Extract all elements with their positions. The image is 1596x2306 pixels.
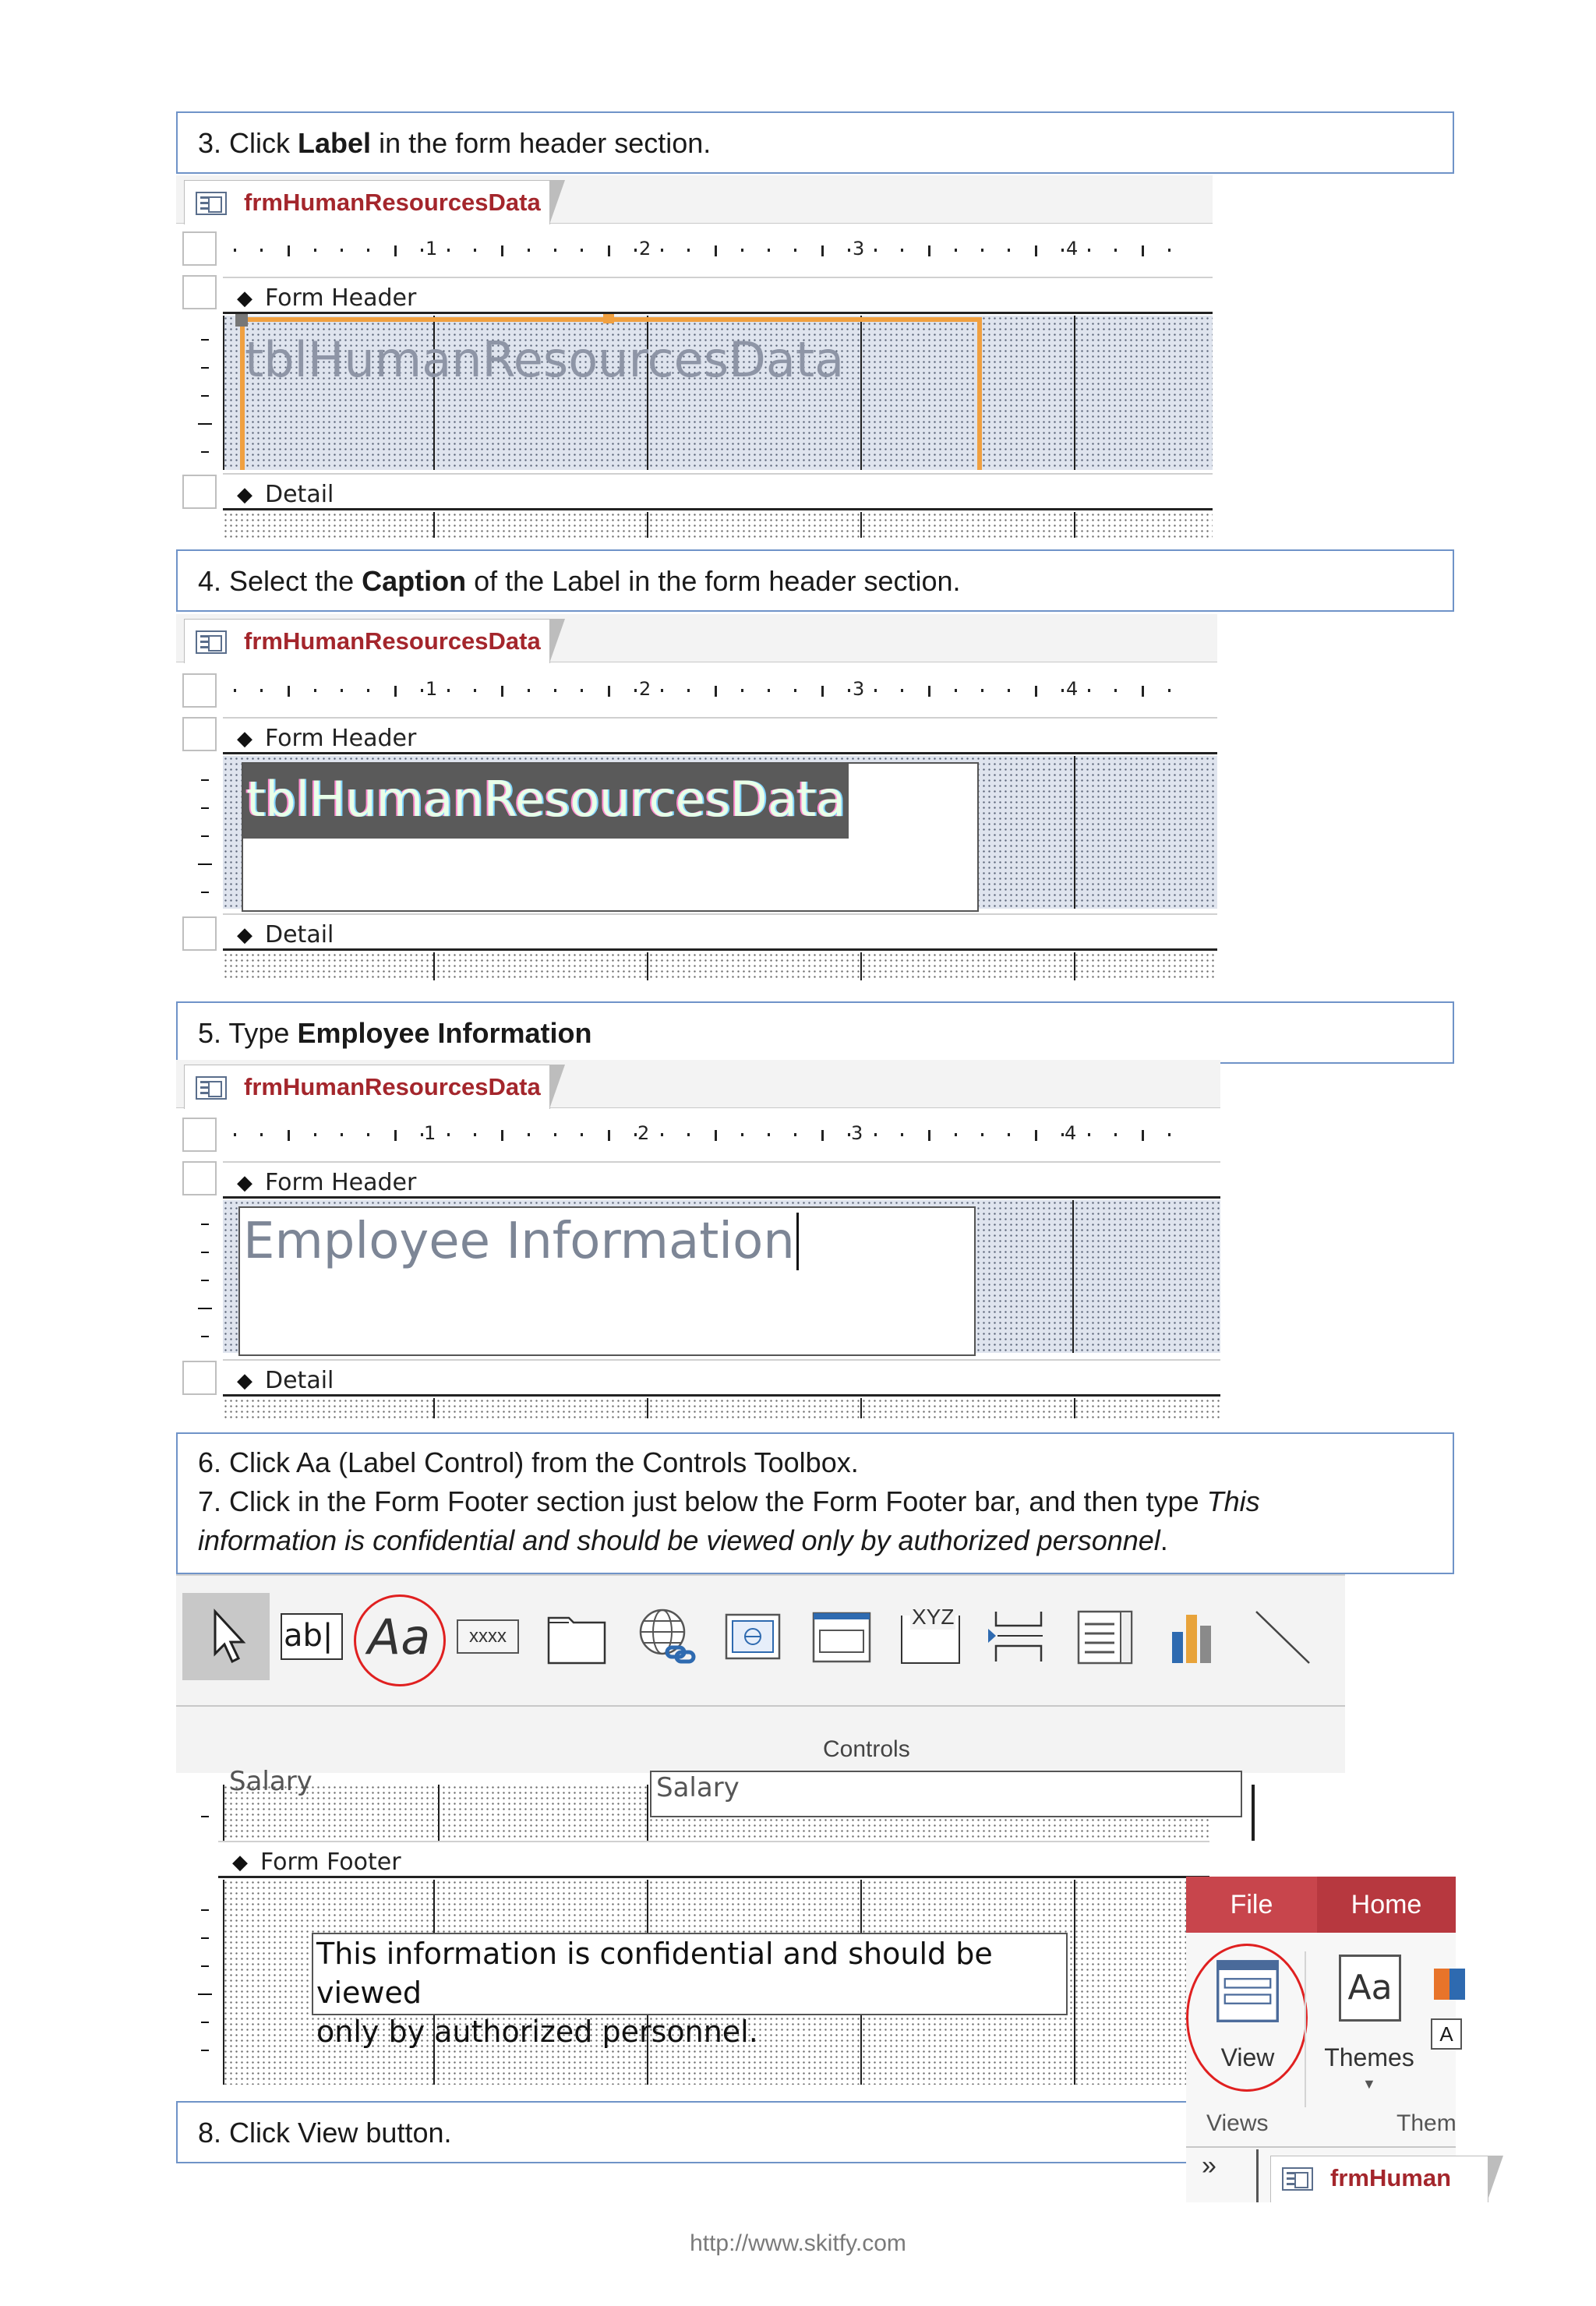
detail-bar[interactable]: [223, 1359, 1220, 1397]
form-icon: [196, 192, 227, 215]
ruler-tick: [474, 689, 476, 692]
controls-toolbox: [176, 1574, 1345, 1773]
colors-icon[interactable]: [1434, 1969, 1465, 2000]
ruler-tick: [794, 1133, 796, 1136]
file-tab[interactable]: File: [1186, 1877, 1317, 1933]
detail-selector[interactable]: [182, 1361, 217, 1395]
ruler-tick: [874, 249, 877, 252]
step-3-rest: in the form header section.: [371, 127, 711, 159]
document-tabstrip: [176, 1060, 1220, 1108]
detail-label: Detail: [265, 481, 334, 508]
designer-panel-1: [176, 175, 1213, 538]
step-5-box: [176, 1001, 1454, 1064]
form-footer-label: Form Footer: [260, 1849, 401, 1876]
ribbon-tabs: [1186, 1877, 1456, 1933]
ruler-tick: [848, 689, 850, 692]
ruler-tick: [260, 689, 263, 692]
ruler-tick: [554, 689, 556, 692]
ruler-tick: [581, 689, 583, 692]
ruler-tick: [1088, 689, 1090, 692]
footer-url[interactable]: http://www.skitfy.com: [690, 2230, 906, 2256]
designer-panel-4: [176, 1766, 1209, 2085]
controls-group-label: Controls: [823, 1736, 910, 1762]
ruler-tick: [981, 1133, 983, 1136]
designer-panel-2: [176, 614, 1217, 980]
themes-button[interactable]: [1311, 1951, 1428, 2107]
ruler-num-1: 1: [424, 1122, 436, 1144]
step-7-text: 7. Click in the Form Footer section just below the Form Footer bar, and then type: [198, 1485, 1207, 1517]
views-group-label: Views: [1206, 2110, 1269, 2136]
ruler-tick: [288, 245, 290, 256]
step-6-text: 6. Click Aa (Label Control) from the Controls Toolbox.: [198, 1446, 859, 1478]
form-tab-title: frmHumanResourcesData: [244, 1073, 541, 1100]
ruler-num-2: 2: [637, 1122, 650, 1144]
ruler-tick: [634, 689, 637, 692]
form-tab-partial[interactable]: [1270, 2156, 1488, 2202]
form-tab[interactable]: [184, 619, 550, 663]
themes-group-label: Them: [1396, 2110, 1457, 2136]
ruler-tick: [421, 1133, 423, 1136]
highlight-circle: [354, 1594, 446, 1686]
ruler-num-4: 4: [1066, 238, 1079, 260]
form-tab[interactable]: [184, 1065, 550, 1109]
selection-handle-topleft[interactable]: [235, 314, 248, 327]
ruler-tick: [341, 1133, 343, 1136]
ruler-tick: [634, 249, 637, 252]
vertical-ruler: [195, 756, 223, 943]
ruler-num-3: 3: [851, 1122, 863, 1144]
ruler-tick: [1114, 249, 1117, 252]
section-marker-icon: ◆: [237, 1368, 252, 1392]
document-tabstrip: [176, 614, 1217, 662]
ruler-tick: [901, 249, 903, 252]
horizontal-ruler: [223, 235, 1213, 266]
ruler-tick: [234, 689, 236, 692]
ruler-tick: [581, 1133, 583, 1136]
step-4-text: 4. Select the: [198, 565, 362, 597]
ruler-tick: [768, 689, 770, 692]
form-icon: [196, 1076, 227, 1100]
ruler-tick: [821, 1130, 824, 1141]
section-marker-icon: ◆: [232, 1850, 248, 1873]
detail-grid[interactable]: [223, 512, 1213, 538]
step-5-text: 5. Type: [198, 1017, 298, 1049]
form-header-label: Form Header: [265, 284, 417, 312]
ruler-tick: [661, 689, 663, 692]
ruler-tick: [288, 686, 290, 697]
ruler-tick: [554, 249, 556, 252]
ruler-tick: [1061, 249, 1064, 252]
ruler-tick: [687, 1133, 690, 1136]
horizontal-ruler: [223, 675, 1217, 706]
ruler-tick: [1035, 1130, 1037, 1141]
ruler-tick: [874, 1133, 877, 1136]
ruler-num-2: 2: [639, 678, 651, 700]
ruler-tick: [234, 1133, 236, 1136]
header-label-control[interactable]: tblHumanResourcesData: [245, 331, 845, 388]
ruler-num-3: 3: [853, 238, 865, 260]
ruler-tick: [955, 249, 957, 252]
detail-label: Detail: [265, 921, 334, 948]
ruler-tick: [981, 689, 983, 692]
ruler-tick: [474, 1133, 476, 1136]
detail-selector[interactable]: [182, 475, 217, 509]
ruler-tick: [1008, 689, 1010, 692]
ruler-tick: [821, 245, 824, 256]
detail-grid-end: [223, 1766, 1209, 1841]
step-7-italic-rest: information is confidential and should be viewed only by authorized personnel: [198, 1524, 1160, 1556]
nav-pane-toggle[interactable]: »: [1202, 2151, 1216, 2181]
ruler-tick: [608, 686, 610, 697]
form-tab-title: frmHumanResourcesData: [244, 189, 541, 216]
footer-label-line1: This information is confidential and should be viewed: [316, 1937, 993, 2010]
header-selector[interactable]: [182, 275, 217, 309]
step-8-box: [176, 2101, 1205, 2163]
form-footer-bar[interactable]: [218, 1841, 1209, 1878]
detail-grid[interactable]: [223, 1398, 1220, 1418]
ruler-tick: [341, 249, 343, 252]
step-4-rest: of the Label in the form header section.: [466, 565, 961, 597]
button-glyph: xxxx: [457, 1619, 519, 1654]
ruler-num-3: 3: [853, 678, 865, 700]
step-5-bold: Employee Information: [297, 1017, 592, 1049]
footer-label-line2: only by authorized personnel.: [316, 2015, 758, 2049]
form-tab-title-partial: frmHuman: [1330, 2164, 1452, 2191]
highlight-circle: [1186, 1944, 1308, 2092]
ruler-tick: [314, 249, 316, 252]
ruler-num-2: 2: [639, 238, 651, 260]
detail-bar[interactable]: [223, 913, 1217, 951]
ruler-tick: [901, 689, 903, 692]
ruler-ticks: [223, 245, 1213, 256]
ruler-tick: [741, 1133, 743, 1136]
step-8-text: 8. Click View button.: [198, 2117, 452, 2149]
ruler-tick: [1168, 689, 1171, 692]
step-3-text: 3. Click: [198, 127, 298, 159]
ruler-tick: [1088, 249, 1090, 252]
ruler-tick: [1142, 1130, 1144, 1141]
selection-handle-top[interactable]: [603, 314, 614, 323]
vertical-ruler: [195, 1785, 223, 2081]
chart-icon[interactable]: [1155, 1593, 1233, 1680]
ruler-tick: [1035, 245, 1037, 256]
ruler-tick: [367, 249, 369, 252]
home-tab[interactable]: Home: [1351, 1890, 1422, 1919]
ruler-tick: [260, 249, 263, 252]
detail-selector[interactable]: [182, 916, 217, 951]
ruler-tick: [928, 686, 930, 697]
option-group-xyz-icon[interactable]: [892, 1593, 969, 1680]
detail-bar[interactable]: [223, 473, 1213, 510]
ruler-tick: [928, 245, 930, 256]
ruler-tick: [955, 689, 957, 692]
ruler-tick: [901, 1133, 903, 1136]
ruler-tick: [581, 249, 583, 252]
option-group-glyph: XYZ: [912, 1605, 955, 1629]
ruler-tick: [394, 1130, 397, 1141]
ruler-tick: [687, 689, 690, 692]
ruler-tick: [1114, 1133, 1117, 1136]
ruler-tick: [447, 249, 450, 252]
form-header-label: Form Header: [265, 1169, 417, 1196]
ruler-tick: [528, 1133, 530, 1136]
ruler-tick: [421, 249, 423, 252]
fonts-icon[interactable]: A: [1431, 2018, 1462, 2050]
ruler-tick: [260, 1133, 263, 1136]
ruler-tick: [1114, 689, 1117, 692]
ruler-tick: [394, 245, 397, 256]
ruler-tick: [848, 1133, 850, 1136]
ruler-tick: [1142, 245, 1144, 256]
ruler-tick: [955, 1133, 957, 1136]
detail-grid[interactable]: [223, 952, 1217, 980]
ruler-tick: [501, 1130, 503, 1141]
ruler-tick: [447, 689, 450, 692]
select-pointer-icon[interactable]: [182, 1593, 270, 1680]
ruler-tick: [367, 1133, 369, 1136]
ruler-tick: [447, 1133, 450, 1136]
ruler-tick: [661, 1133, 663, 1136]
step-3-bold: Label: [298, 127, 372, 159]
ruler-tick: [1088, 1133, 1090, 1136]
ruler-tick: [1008, 249, 1010, 252]
section-marker-icon: ◆: [237, 923, 252, 946]
ruler-tick: [501, 245, 503, 256]
form-selector[interactable]: [182, 1118, 217, 1152]
ruler-tick: [394, 686, 397, 697]
ruler-tick: [821, 686, 824, 697]
ruler-num-1: 1: [425, 238, 438, 260]
section-marker-icon: ◆: [237, 286, 252, 309]
ruler-tick: [608, 245, 610, 256]
ribbon-fragment: [1186, 1877, 1456, 2202]
ruler-tick: [794, 689, 796, 692]
section-marker-icon: ◆: [237, 726, 252, 750]
header-selector[interactable]: [182, 717, 217, 751]
ruler-tick: [981, 249, 983, 252]
themes-icon: Aa: [1339, 1955, 1401, 2022]
step-6-7-box: [176, 1432, 1454, 1574]
page-break-icon[interactable]: [979, 1593, 1057, 1680]
ruler-tick: [741, 249, 743, 252]
header-selector[interactable]: [182, 1161, 217, 1195]
ruler-tick: [1035, 686, 1037, 697]
ruler-tick: [928, 1130, 930, 1141]
section-marker-icon: ◆: [237, 482, 252, 506]
ruler-tick: [314, 1133, 316, 1136]
form-tab[interactable]: [184, 180, 550, 224]
label-aa-glyph: Aa: [367, 1608, 431, 1665]
detail-label: Detail: [265, 1367, 334, 1394]
ruler-tick: [794, 249, 796, 252]
step-4-bold: Caption: [362, 565, 467, 597]
ruler-tick: [288, 1130, 290, 1141]
ruler-tick: [1168, 249, 1171, 252]
ruler-tick: [874, 689, 877, 692]
ruler-tick: [234, 249, 236, 252]
ruler-tick: [528, 689, 530, 692]
ruler-tick: [1061, 689, 1064, 692]
ruler-tick: [768, 249, 770, 252]
form-icon: [1282, 2167, 1313, 2191]
ruler-tick: [661, 249, 663, 252]
ruler-tick: [687, 249, 690, 252]
document-tabstrip: [176, 175, 1213, 224]
section-marker-icon: ◆: [237, 1171, 252, 1194]
ruler-tick: [1142, 686, 1144, 697]
selected-caption[interactable]: tblHumanResourcesData: [243, 764, 849, 839]
ruler-tick: [314, 689, 316, 692]
horizontal-ruler: [223, 1119, 1220, 1150]
step-3-box: [176, 111, 1454, 174]
ruler-tick: [421, 689, 423, 692]
salary-field-fragment: Salary: [650, 1771, 1242, 1817]
ruler-tick: [715, 245, 717, 256]
form-header-label: Form Header: [265, 725, 417, 752]
ruler-tick: [528, 249, 530, 252]
form-selector[interactable]: [182, 231, 217, 266]
typed-caption[interactable]: Employee Information: [243, 1213, 799, 1270]
ruler-tick: [608, 1130, 610, 1141]
step-7-end: .: [1160, 1524, 1168, 1556]
button-xxxx-icon[interactable]: [449, 1593, 527, 1680]
ruler-tick: [1168, 1133, 1171, 1136]
step-4-box: [176, 549, 1454, 612]
hyperlink-icon[interactable]: [627, 1593, 704, 1680]
designer-panel-3: [176, 1060, 1220, 1418]
themes-label: Themes: [1324, 2043, 1414, 2071]
ruler-tick: [741, 689, 743, 692]
form-header-bar[interactable]: [223, 1161, 1220, 1199]
form-header-bar[interactable]: [223, 277, 1213, 314]
ruler-tick: [474, 249, 476, 252]
combo-box-icon[interactable]: [1068, 1593, 1146, 1680]
ruler-tick: [1061, 1133, 1064, 1136]
vertical-ruler: [195, 1200, 223, 1387]
ruler-tick: [715, 1130, 717, 1141]
text-box-glyph: ab|: [281, 1613, 343, 1660]
ruler-tick: [367, 689, 369, 692]
text-box-icon[interactable]: [273, 1593, 351, 1680]
form-tab-title: frmHumanResourcesData: [244, 627, 541, 655]
web-browser-icon[interactable]: [714, 1593, 792, 1680]
form-header-bar[interactable]: [223, 717, 1217, 754]
ruler-num-4: 4: [1065, 1122, 1077, 1144]
step-7-italic-start: This: [1206, 1485, 1260, 1517]
ruler-num-4: 4: [1066, 678, 1079, 700]
ruler-tick: [501, 686, 503, 697]
ruler-tick: [1008, 1133, 1010, 1136]
tab-control-icon[interactable]: [538, 1593, 616, 1680]
ruler-tick: [848, 249, 850, 252]
ruler-tick: [715, 686, 717, 697]
view-label: View: [1220, 2043, 1275, 2071]
themes-dropdown-icon[interactable]: ▼: [1362, 2076, 1376, 2092]
ruler-num-1: 1: [425, 678, 438, 700]
footer-label-control[interactable]: [312, 1933, 1068, 2049]
form-icon: [196, 630, 227, 654]
line-icon[interactable]: [1244, 1593, 1322, 1680]
ruler-tick: [341, 689, 343, 692]
salary-label-fragment: Salary: [229, 1766, 312, 1797]
ruler-tick: [554, 1133, 556, 1136]
ruler-tick: [634, 1133, 637, 1136]
navigation-control-icon[interactable]: [803, 1593, 881, 1680]
form-selector[interactable]: [182, 673, 217, 708]
ruler-tick: [768, 1133, 770, 1136]
